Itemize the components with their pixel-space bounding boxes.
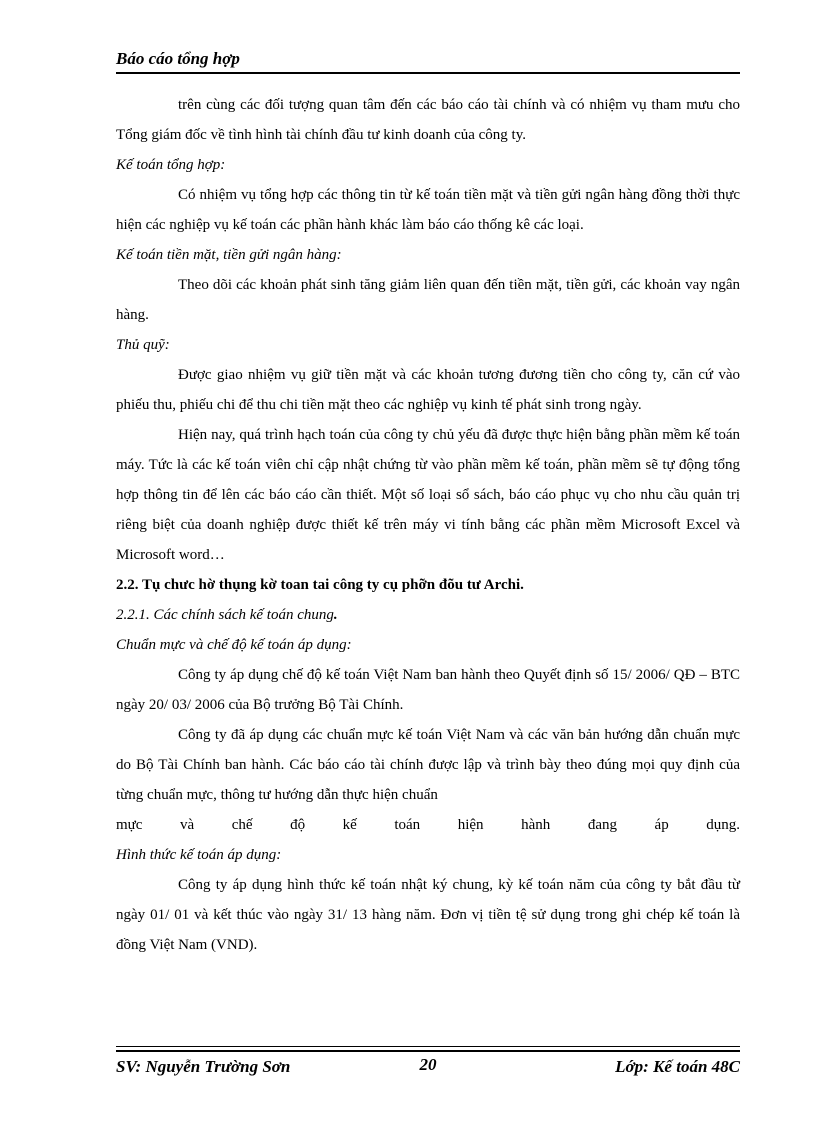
footer-bar [116, 1050, 740, 1088]
paragraph-6: Công ty áp dụng chế độ kế toán Việt Nam ban hành theo Quyết định số 15/ 2006/ QĐ – BTC ngày 20/ 03/ 2006 của Bộ trưởng Bộ Tài Chính. [116, 667, 740, 713]
label-hinh-thuc: Hình thức kế toán áp dụng: [116, 847, 282, 863]
page-footer [116, 1046, 740, 1088]
subsection-heading-dot: . [333, 607, 338, 623]
paragraph-7-last-line: mực và chế độ kế toán hiện hành đang áp dụng. [116, 817, 740, 833]
label-thu-quy: Thủ quỹ: [116, 337, 170, 353]
paragraph-2: Có nhiệm vụ tổng hợp các thông tin từ kế toán tiền mặt và tiền gửi ngân hàng đồng thời thực hiện các nghiệp vụ kế toán các phần hành khác làm báo cáo thống kê các loại. [116, 187, 740, 233]
subsection-heading-2-2-1 [116, 600, 740, 630]
label-ke-toan-tien-mat: Kế toán tiền mặt, tiền gửi ngân hàng: [116, 247, 342, 263]
subsection-heading-text: 2.2.1. Các chính sách kế toán chung [116, 607, 334, 623]
page-header [116, 48, 740, 74]
paragraph-1: trên cùng các đối tượng quan tâm đến các báo cáo tài chính và có nhiệm vụ tham mưu cho Tổng giám đốc về tình hình tài chính đầu tư kinh doanh của công ty. [116, 97, 740, 143]
paragraph-5: Hiện nay, quá trình hạch toán của công ty chủ yếu đã được thực hiện bằng phần mềm kế toán máy. Tức là các kế toán viên chỉ cập nhật chứng từ vào phần mềm kế toán, phần mềm sẽ tự động tổng hợp thông tin để lên các báo cáo cần thiết. Một số loại sổ sách, báo cáo phục vụ cho nhu cầu quản trị riêng biệt của doanh nghiệp được thiết kế trên máy vi tính bằng các phần mềm Microsoft Excel và Microsoft word… [116, 427, 740, 563]
page-body [116, 90, 740, 960]
paragraph-4: Được giao nhiệm vụ giữ tiền mặt và các khoản tương đương tiền cho công ty, căn cứ vào phiếu thu, phiếu chi để thu chi tiền mặt theo các nghiệp vụ kinh tế phát sinh trong ngày. [116, 367, 740, 413]
section-heading-2-2: 2.2. Tụ chưc hờ thụng kờ toan tai công ty cụ phỡn đõu tư Archi. [116, 577, 524, 593]
paragraph-8: Công ty áp dụng hình thức kế toán nhật ký chung, kỳ kế toán năm của công ty bắt đầu từ ngày 01/ 01 và kết thúc vào ngày 31/ 13 hàng năm. Đơn vị tiền tệ sử dụng trong ghi chép kế toán là đồng Việt Nam (VND). [116, 877, 740, 953]
label-ke-toan-tong-hop: Kế toán tổng hợp: [116, 157, 226, 173]
paragraph-7: Công ty đã áp dụng các chuẩn mực kế toán Việt Nam và các văn bản hướng dẫn chuẩn mực do Bộ Tài Chính ban hành. Các báo cáo tài chính được lập và trình bày theo đúng mọi quy định của từng chuẩn mực, thông tư hướng dẫn thực hiện chuẩn [116, 727, 740, 803]
footer-page-number: 20 [419, 1055, 437, 1074]
paragraph-3: Theo dõi các khoản phát sinh tăng giảm liên quan đến tiền mặt, tiền gửi, các khoản vay ngân hàng. [116, 277, 740, 323]
footer-class: Lớp: Kế toán 48C [615, 1057, 740, 1076]
header-title: Báo cáo tổng hợp [116, 49, 240, 68]
label-chuan-muc: Chuẩn mực và chế độ kế toán áp dụng: [116, 637, 352, 653]
footer-student: SV: Nguyễn Trường Sơn [116, 1057, 291, 1076]
